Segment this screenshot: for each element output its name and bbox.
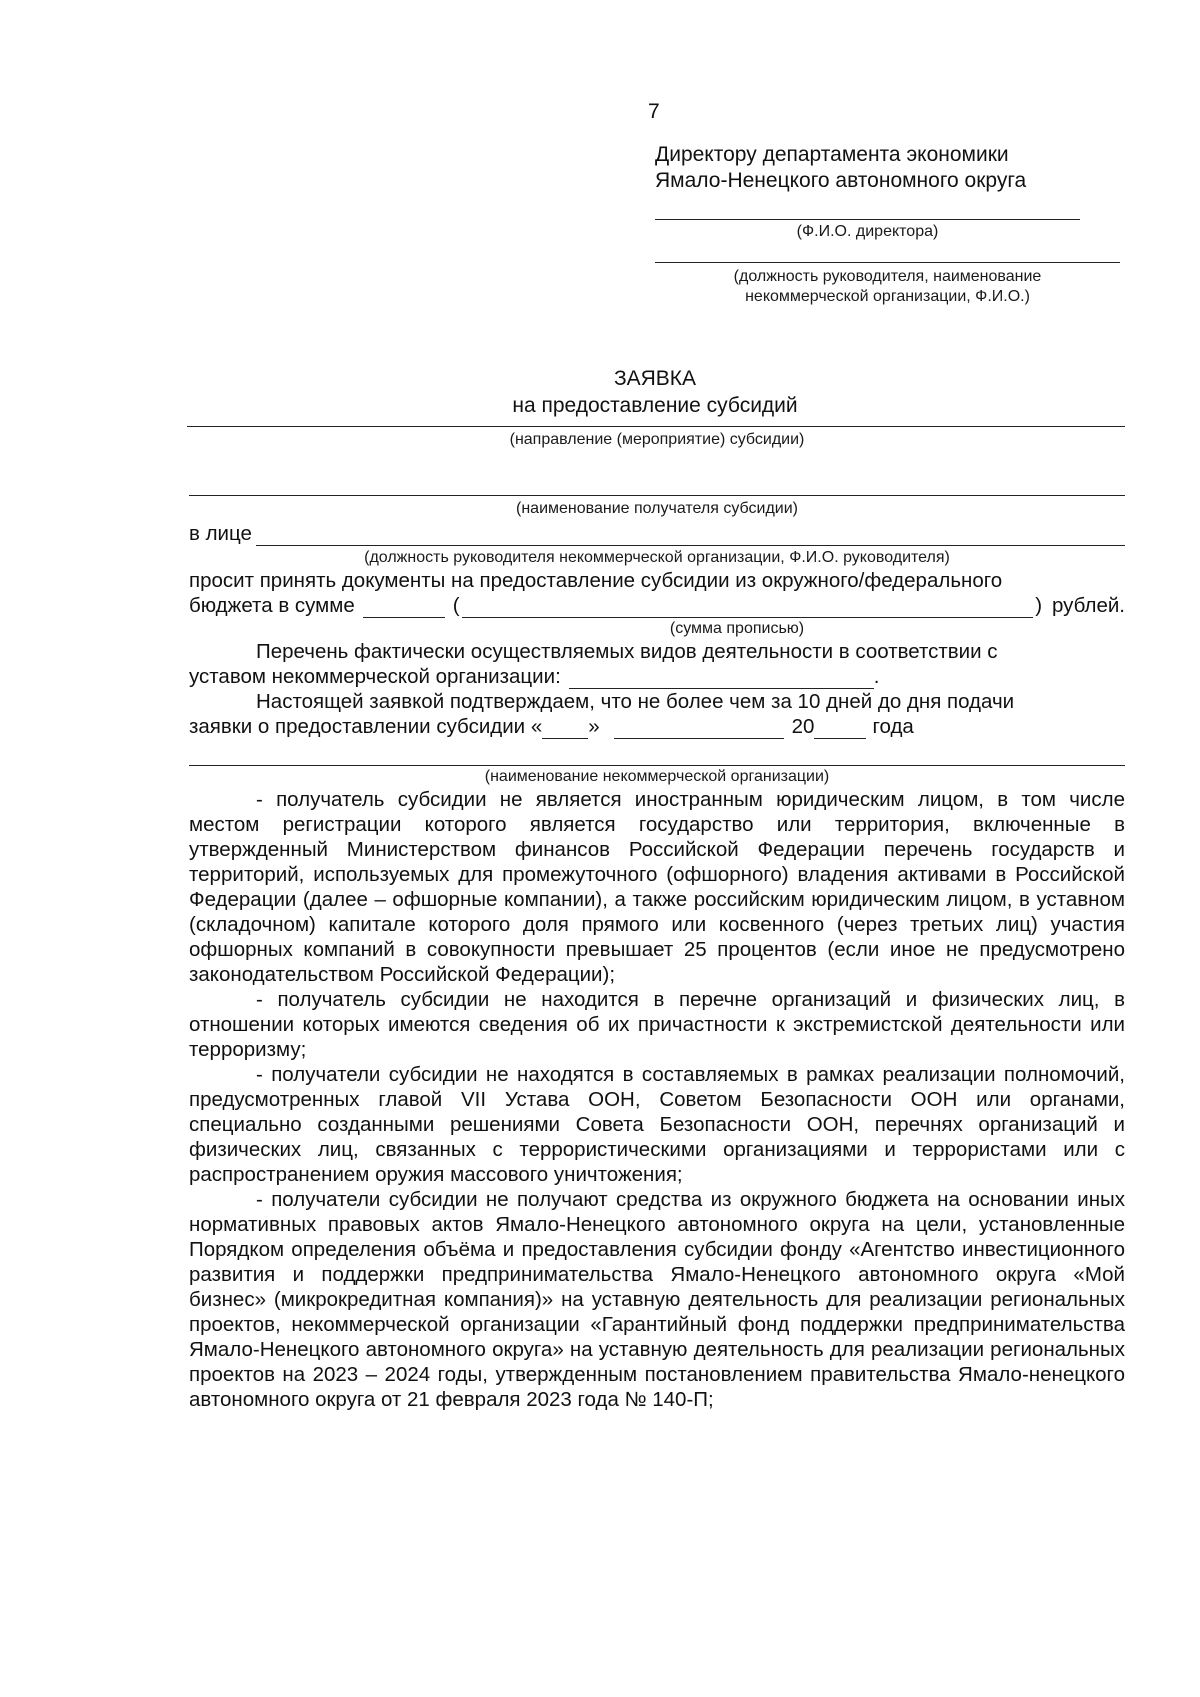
paragraph-un-sanctions: - получатели субсидии не находятся в составляемых в рамках реализации полномочий, предусмотренных главой VII Устава ООН, Советом Безопасности ООН или органами, специально созданными решениями Совета Безопасности ООН, перечнях организаций и физических лиц, связанных с террористическими организациями и террористами или с распространением оружия массового уничтожения; — [189, 1063, 1125, 1186]
paren-open: ( — [452, 594, 460, 617]
addressee-block — [655, 142, 1125, 307]
currency-label: рублей. — [1052, 594, 1125, 617]
quote-close: » — [588, 715, 600, 738]
amount-words-hint: (сумма прописью) — [669, 620, 805, 637]
in-person-row — [189, 521, 1125, 546]
addressee-line-2: Ямало-Ненецкого автономного округа — [655, 169, 1027, 192]
applicant-hint-1: (должность руководителя, наименование — [733, 268, 1042, 285]
paragraph-extremism: - получатель субсидии не находится в перечне организаций и физических лиц, в отношении которых имеются сведения об их причастности к экстремистской деятельности или терроризму; — [189, 988, 1125, 1061]
amount-digits-field[interactable] — [363, 601, 445, 618]
form-section — [189, 426, 1125, 1412]
month-field[interactable] — [614, 722, 784, 739]
recipient-line[interactable] — [189, 495, 1125, 496]
document-title — [190, 365, 1120, 419]
title-main: ЗАЯВКА — [613, 367, 697, 390]
recipient-hint: (наименование получателя субсидии) — [516, 500, 798, 517]
day-field[interactable] — [542, 722, 588, 739]
year-prefix: 20 — [791, 715, 815, 738]
direction-hint: (направление (мероприятие) субсидии) — [509, 431, 805, 448]
activities-line-2: уставом некоммерческой организации: — [189, 665, 561, 688]
org-name-hint: (наименование некоммерческой организации) — [484, 768, 830, 785]
confirm-line-2: заявки о предоставлении субсидии « — [189, 715, 543, 738]
addressee-line-1: Директору департамента экономики — [655, 143, 1009, 166]
org-name-line[interactable] — [189, 765, 1125, 766]
year-suffix: года — [872, 715, 914, 738]
request-amount-row — [189, 593, 1125, 618]
activities-field[interactable] — [569, 672, 874, 689]
request-amount-prefix: бюджета в сумме — [189, 594, 355, 617]
director-name-line[interactable] — [655, 219, 1080, 220]
direction-line[interactable] — [187, 426, 1125, 427]
activities-line-1: Перечень фактически осуществляемых видов деятельности в соответствии с — [256, 640, 998, 663]
head-name-line[interactable] — [256, 527, 1125, 546]
director-hint: (Ф.И.О. директора) — [796, 223, 939, 240]
in-person-label: в лице — [189, 522, 252, 545]
title-sub: на предоставление субсидий — [512, 394, 798, 417]
paren-close: ) — [1035, 594, 1043, 617]
head-hint: (должность руководителя некоммерческой организации, Ф.И.О. руководителя) — [364, 549, 950, 566]
activities-row — [189, 664, 1125, 689]
paragraph-other-funding: - получатели субсидии не получают средства из окружного бюджета на основании иных нормативных правовых актов Ямало-Ненецкого автономного округа на цели, установленные Порядком определения объёма и предоставления субсидии фонду «Агентство инвестиционного развития и поддержки предпринимательства Ямало-Ненецкого автономного округа «Мой бизнес» (микрокредитная компания)» на уставную деятельность для реализации региональных проектов, некоммерческой организации «Гарантийный фонд поддержки предпринимательства Ямало-Ненецкого автономного округа» на уставную деятельность для реализации региональных проектов на 2023 – 2024 годы, утвержденным постановлением правительства Ямало-ненецкого автономного округа от 21 февраля 2023 года № 140-П; — [189, 1188, 1125, 1411]
applicant-line[interactable] — [655, 262, 1120, 263]
request-line-1: просит принять документы на предоставление субсидии из окружного/федерального — [189, 569, 1003, 592]
paragraph-offshore: - получатель субсидии не является иностранным юридическим лицом, в том числе местом регистрации которого является государство или территория, включенные в утвержденный Министерством финансов Российской Федерации перечень государств и территорий, используемых для промежуточного (офшорного) владения активами в Российской Федерации (далее – офшорные компании), а также российским юридическим лицом, в уставном (складочном) капитале которого доля прямого или косвенного (через третьих лиц) участия офшорных компаний в совокупности превышает 25 процентов (если иное не предусмотрено законодательством Российской Федерации); — [189, 788, 1125, 986]
amount-words-field[interactable] — [462, 599, 1034, 618]
activities-end: . — [873, 665, 880, 688]
page-number: 7 — [648, 100, 660, 123]
year-field[interactable] — [814, 722, 866, 739]
confirm-date-row — [189, 714, 1125, 739]
applicant-hint-2: некоммерческой организации, Ф.И.О.) — [745, 288, 1030, 305]
confirm-line-1: Настоящей заявкой подтверждаем, что не более чем за 10 дней до дня подачи — [256, 690, 1015, 713]
